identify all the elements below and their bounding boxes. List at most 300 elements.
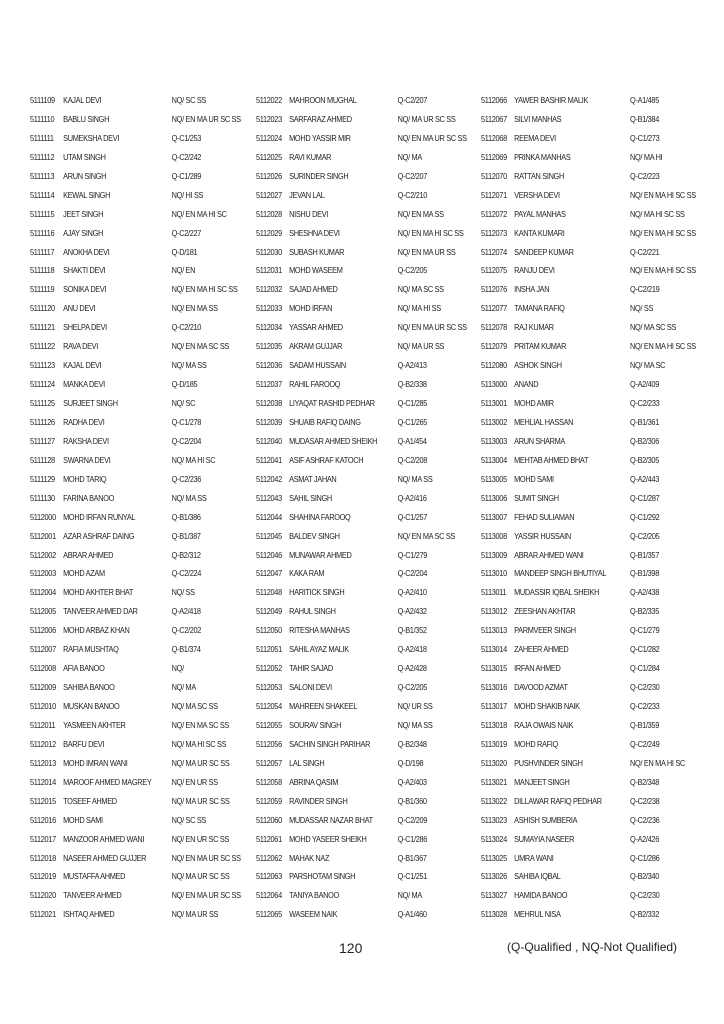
roll-number: 5112054 [256,702,282,711]
candidate-name: SWARNA DEVI [63,455,111,465]
candidate-name: FEHAD SULIAMAN [514,512,575,522]
candidate-name: MOHD TARIQ [63,474,107,484]
candidate-name: AZAR ASHRAF DAING [63,531,135,541]
candidate-name: MANJEET SINGH [514,777,570,787]
table-row [30,492,245,511]
roll-number: 5113019 [481,739,507,749]
result-status: Q-C2/227 [171,228,202,238]
candidate-name: MOHD YASSIR MIR [289,133,351,143]
roll-number: 5113014 [481,645,507,655]
result-status: Q-B2/340 [630,872,659,882]
roll-number: 5112016 [30,815,56,825]
roll-number: 5112079 [481,342,507,352]
table-row [481,586,704,605]
roll-number: 5111115 [30,209,55,219]
candidate-name: ANOKHA DEVI [63,247,110,257]
roll-number: 5112067 [481,114,507,124]
candidate-name: SUBASH KUMAR [289,247,345,257]
roll-number: 5112076 [481,285,507,295]
candidate-name: UTAM SINGH [63,152,106,162]
candidate-name: SUMAYIA NASEER [514,834,575,844]
result-status: NQ/ EN MA SC SS [171,720,230,730]
result-status: Q-A2/409 [630,380,659,390]
candidate-name: ISHTAQ AHMED [63,910,115,920]
candidate-name: RAKSHA DEVI [63,436,109,446]
roll-number: 5112046 [256,550,282,560]
candidate-name: MUDASSAR NAZAR BHAT [289,815,373,825]
result-status: Q-C2/205 [397,266,428,276]
table-row [481,227,704,246]
table-row [30,246,245,265]
result-status: Q-A1/460 [397,910,427,920]
table-row [481,94,704,113]
table-row [30,586,245,605]
result-status: Q-A2/418 [171,607,201,617]
candidate-name: KAJAL DEVI [63,96,102,105]
roll-number: 5112031 [256,266,282,276]
result-status: NQ/ MA HI SC [171,455,216,465]
roll-number: 5112032 [256,285,282,295]
table-row [30,397,245,416]
table-row [256,340,471,359]
roll-number: 5112036 [256,361,282,371]
result-status: Q-C2/236 [171,474,202,484]
table-row [30,132,245,151]
result-status: NQ/ EN MA HI SC SS [630,342,696,352]
result-status: Q-C2/209 [397,815,428,825]
candidate-name: FARINA BANOO [63,493,115,503]
roll-number: 5112011 [30,720,56,730]
candidate-name: MOHD AMIR [514,399,554,408]
result-status: Q-B2/348 [630,777,659,787]
candidate-name: YASSIR HUSSAIN [514,531,571,541]
candidate-name: KANTA KUMARI [514,228,565,238]
roll-number: 5112041 [256,455,282,465]
roll-number: 5112037 [256,380,282,390]
result-status: Q-C2/238 [630,796,660,806]
result-status: Q-C1/292 [630,512,660,522]
roll-number: 5112056 [256,739,282,749]
result-status: Q-A1/454 [397,436,427,446]
roll-number: 5112058 [256,777,282,787]
table-row [481,757,704,776]
candidate-name: ARUN SINGH [63,171,107,181]
table-row [30,681,245,700]
roll-number: 5112065 [256,910,282,920]
table-row [481,852,704,871]
candidate-name: RADHA DEVI [63,417,105,427]
result-status: Q-B1/387 [171,531,201,541]
result-status: Q-B1/357 [630,550,659,560]
roll-number: 5112060 [256,815,282,825]
table-row [30,605,245,624]
result-status: NQ/ MA HI SC SS [630,209,685,219]
roll-number: 5113008 [481,531,507,541]
roll-number: 5112013 [30,758,56,768]
table-row [481,113,704,132]
candidate-name: LAL SINGH [289,758,325,768]
table-row [30,814,245,833]
candidate-name: MUNAWAR AHMED [289,550,352,560]
roll-number: 5113001 [481,399,507,408]
roll-number: 5112005 [30,607,56,617]
table-row [30,870,245,889]
roll-number: 5112007 [30,645,56,655]
table-row [256,719,471,738]
table-row [30,662,245,681]
result-status: Q-D/185 [171,380,198,390]
roll-number: 5111110 [30,114,55,124]
candidate-name: MOHD AKHTER BHAT [63,588,134,598]
table-row [481,378,704,397]
table-row [30,189,245,208]
table-row [256,473,471,492]
roll-number: 5111109 [30,96,55,105]
table-row [30,889,245,908]
roll-number: 5113004 [481,455,507,465]
table-row [30,795,245,814]
candidate-name: BALDEV SINGH [289,531,340,541]
roll-number: 5112055 [256,720,282,730]
candidate-name: RATTAN SINGH [514,171,564,181]
table-row [256,321,471,340]
candidate-name: VERSHA DEVI [514,190,560,200]
table-row [256,416,471,435]
table-row [481,776,704,795]
result-status: NQ/ UR SS [397,702,433,711]
result-status: Q-C1/289 [171,171,202,181]
table-row [256,227,471,246]
roll-number: 5111129 [30,474,55,484]
result-status: Q-C1/273 [630,133,660,143]
result-status: NQ/ EN MA SS [397,209,444,219]
table-row [481,359,704,378]
result-status: Q-C1/251 [397,872,428,882]
candidate-name: MOHD IRFAN [289,304,333,314]
table-row [481,681,704,700]
result-status: NQ/ EN UR SS [171,777,218,787]
table-row [256,492,471,511]
candidate-name: SHUAIB RAFIQ DAING [289,417,361,427]
candidate-name: YASSAR AHMED [289,323,343,333]
candidate-name: YAWER BASHIR MALIK [514,96,589,105]
candidate-name: RAVINDER SINGH [289,796,348,806]
result-status: NQ/ EN MA HI SC SS [630,190,696,200]
candidate-name: ABRAR AHMED WANI [514,550,584,560]
result-status: Q-A2/426 [630,834,659,844]
candidate-name: IRFAN AHMED [514,664,561,674]
candidate-name: TAHIR SAJAD [289,664,333,674]
table-row [256,700,471,719]
candidate-name: MOHD AZAM [63,569,105,579]
table-row [481,605,704,624]
table-row [481,492,704,511]
table-row [481,397,704,416]
roll-number: 5113023 [481,815,507,825]
candidate-name: ZAHEER AHMED [514,645,569,655]
result-status: Q-B2/338 [397,380,427,390]
candidate-name: ASIF ASHRAF KATOCH [289,455,364,465]
table-row [256,246,471,265]
table-row [256,889,471,908]
candidate-name: ABRINA QASIM [289,777,339,787]
result-status: NQ/ EN MA UR SC SS [171,891,241,901]
result-status: NQ/ MA UR SC SS [171,758,230,768]
table-row [481,435,704,454]
results-column-2 [256,94,490,927]
roll-number: 5113005 [481,474,507,484]
result-status: NQ/ EN MA HI SC SS [171,285,238,295]
candidate-name: HARITICK SINGH [289,588,345,598]
candidate-name: SONIKA DEVI [63,285,107,295]
roll-number: 5112010 [30,702,56,711]
result-status: Q-C1/279 [630,626,660,636]
roll-number: 5112014 [30,777,56,787]
roll-number: 5112029 [256,228,282,238]
result-status: Q-C2/242 [171,152,202,162]
table-row [481,814,704,833]
result-status: Q-C2/204 [171,436,202,446]
result-status: Q-C1/282 [630,645,660,655]
result-status: Q-C2/249 [630,739,660,749]
table-row [481,321,704,340]
result-status: Q-C1/286 [630,853,660,863]
candidate-name: MOHD IMRAN WANI [63,758,128,768]
table-row [481,454,704,473]
table-row [481,549,704,568]
table-row [481,473,704,492]
candidate-name: MAHREEN SHAKEEL [289,702,358,711]
roll-number: 5113003 [481,436,507,446]
result-status: Q-C1/265 [397,417,428,427]
roll-number: 5111119 [30,285,55,295]
roll-number: 5113011 [481,588,507,598]
candidate-name: ANAND [514,380,539,390]
result-status: Q-B2/348 [397,739,427,749]
result-status: Q-A2/428 [397,664,427,674]
roll-number: 5112052 [256,664,282,674]
roll-number: 5112047 [256,569,282,579]
roll-number: 5112030 [256,247,282,257]
result-status: NQ/ EN MA UR SC SS [397,133,467,143]
candidate-name: RANJU DEVI [514,266,555,276]
table-row [30,473,245,492]
result-status: Q-C2/233 [630,702,660,711]
candidate-name: SHESHNA DEVI [289,228,340,238]
result-status: Q-B1/359 [630,720,659,730]
result-status: Q-C2/210 [171,323,202,333]
table-row [256,113,471,132]
candidate-name: MANZOOR AHMED WANI [63,834,145,844]
result-status: NQ/ MA SS [171,493,207,503]
result-status: NQ/ SC SS [171,815,207,825]
roll-number: 5112070 [481,171,507,181]
table-row [256,378,471,397]
roll-number: 5112043 [256,493,282,503]
table-row [481,662,704,681]
result-status: NQ/ MA UR SS [397,342,445,352]
candidate-name: MOHD IRFAN RUNYAL [63,512,136,522]
table-row [481,283,704,302]
candidate-name: MAROOF AHMED MAGREY [63,777,152,787]
result-status: NQ/ MA HI SS [397,304,441,314]
candidate-name: MEHLIAL HASSAN [514,417,574,427]
result-status: Q-C2/205 [397,683,428,693]
table-row [256,397,471,416]
table-row [481,340,704,359]
candidate-name: KEWAL SINGH [63,190,111,200]
roll-number: 5111114 [30,190,55,200]
table-row [481,643,704,662]
table-row [256,681,471,700]
table-row [30,700,245,719]
roll-number: 5111121 [30,323,55,333]
candidate-name: MOHD SAMI [514,474,554,484]
candidate-name: RAHIL FAROOQ [289,380,341,390]
roll-number: 5112042 [256,474,282,484]
result-status: Q-C2/223 [630,171,660,181]
result-status: Q-B1/352 [397,626,427,636]
table-row [256,511,471,530]
candidate-name: RAFIA MUSHTAQ [63,645,119,655]
roll-number: 5113009 [481,550,507,560]
roll-number: 5112050 [256,626,282,636]
result-status: Q-C2/230 [630,891,660,901]
roll-number: 5112045 [256,531,282,541]
roll-number: 5111123 [30,361,55,371]
roll-number: 5111120 [30,304,55,314]
candidate-name: KAKA RAM [289,569,325,579]
result-status: NQ/ SS [171,588,195,598]
roll-number: 5112002 [30,550,56,560]
table-row [256,908,471,927]
table-row [30,264,245,283]
candidate-name: SUMEKSHA DEVI [63,133,120,143]
candidate-name: ASHOK SINGH [514,361,562,371]
result-status: Q-B1/398 [630,569,659,579]
candidate-name: SURJEET SINGH [63,399,118,408]
candidate-name: MAHAK NAZ [289,853,330,863]
result-status: NQ/ MA HI [630,152,663,162]
roll-number: 5112069 [481,152,507,162]
roll-number: 5111112 [30,152,55,162]
result-status: Q-B1/374 [171,645,201,655]
roll-number: 5112073 [481,228,507,238]
result-status: Q-B1/361 [630,417,659,427]
table-row [481,151,704,170]
roll-number: 5111118 [30,266,55,276]
candidate-name: MUDASSIR IQBAL SHEIKH [514,588,600,598]
result-status: NQ/ MA [171,683,196,693]
roll-number: 5111113 [30,171,55,181]
result-status: Q-C2/208 [397,455,428,465]
result-status: NQ/ MA SC SS [630,323,677,333]
result-status: NQ/ HI SS [171,190,204,200]
result-status: Q-D/181 [171,247,198,257]
roll-number: 5113016 [481,683,507,693]
result-status: Q-C2/205 [630,531,660,541]
roll-number: 5111116 [30,228,55,238]
result-status: NQ/ EN MA HI SC SS [397,228,464,238]
table-row [256,605,471,624]
table-row [30,852,245,871]
candidate-name: SAHIL AYAZ MALIK [289,645,349,655]
candidate-name: HAMIDA BANOO [514,891,568,901]
candidate-name: MUSTAFFA AHMED [63,872,126,882]
candidate-name: SOURAV SINGH [289,720,342,730]
table-row [481,511,704,530]
result-status: NQ/ EN MA SC SS [397,531,456,541]
result-status: Q-C1/286 [397,834,428,844]
results-column-1 [30,94,264,927]
result-status: NQ/ EN MA UR SS [397,247,456,257]
table-row [30,302,245,321]
result-status: NQ/ MA SS [397,474,433,484]
table-row [256,870,471,889]
candidate-name: SANDEEP KUMAR [514,247,574,257]
table-row [30,738,245,757]
candidate-name: SUMIT SINGH [514,493,559,503]
roll-number: 5112034 [256,323,282,333]
roll-number: 5112033 [256,304,282,314]
candidate-name: SAJAD AHMED [289,285,338,295]
roll-number: 5112061 [256,834,282,844]
roll-number: 5112035 [256,342,282,352]
roll-number: 5112015 [30,796,56,806]
roll-number: 5112028 [256,209,282,219]
roll-number: 5111117 [30,247,55,257]
roll-number: 5112077 [481,304,507,314]
table-row [256,643,471,662]
result-status: Q-C1/285 [397,399,428,408]
roll-number: 5112017 [30,834,56,844]
candidate-name: SHAHINA FAROOQ [289,512,351,522]
candidate-name: RAJA OWAIS NAIK [514,720,574,730]
candidate-name: MOHD WASEEM [289,266,343,276]
roll-number: 5111127 [30,436,55,446]
result-status: NQ/ SC [171,399,196,408]
result-status: NQ/ EN MA UR SC SS [397,323,467,333]
table-row [256,302,471,321]
result-status: NQ/ SS [630,304,654,314]
table-row [481,246,704,265]
result-legend: (Q-Qualified , NQ-Not Qualified) [507,940,678,954]
candidate-name: PRINKA MANHAS [514,152,571,162]
roll-number: 5113026 [481,872,507,882]
roll-number: 5113013 [481,626,507,636]
roll-number: 5113012 [481,607,507,617]
roll-number: 5112021 [30,910,56,920]
candidate-name: TANVEER AHMED DAR [63,607,138,617]
result-status: Q-C2/224 [171,569,202,579]
candidate-name: SHAKTI DEVI [63,266,106,276]
roll-number: 5113024 [481,834,507,844]
result-status: Q-C2/233 [630,399,660,408]
table-row [256,586,471,605]
candidate-name: AKRAM GUJJAR [289,342,343,352]
candidate-name: RAVI KUMAR [289,152,332,162]
table-row [30,151,245,170]
candidate-name: MANKA DEVI [63,380,105,390]
result-status: NQ/ [171,664,184,674]
result-status: NQ/ MA SS [397,720,433,730]
candidate-name: SADAM HUSSAIN [289,361,346,371]
roll-number: 5112048 [256,588,282,598]
table-row [256,189,471,208]
result-status: Q-A2/403 [397,777,427,787]
table-row [30,567,245,586]
candidate-name: SILVI MANHAS [514,114,562,124]
